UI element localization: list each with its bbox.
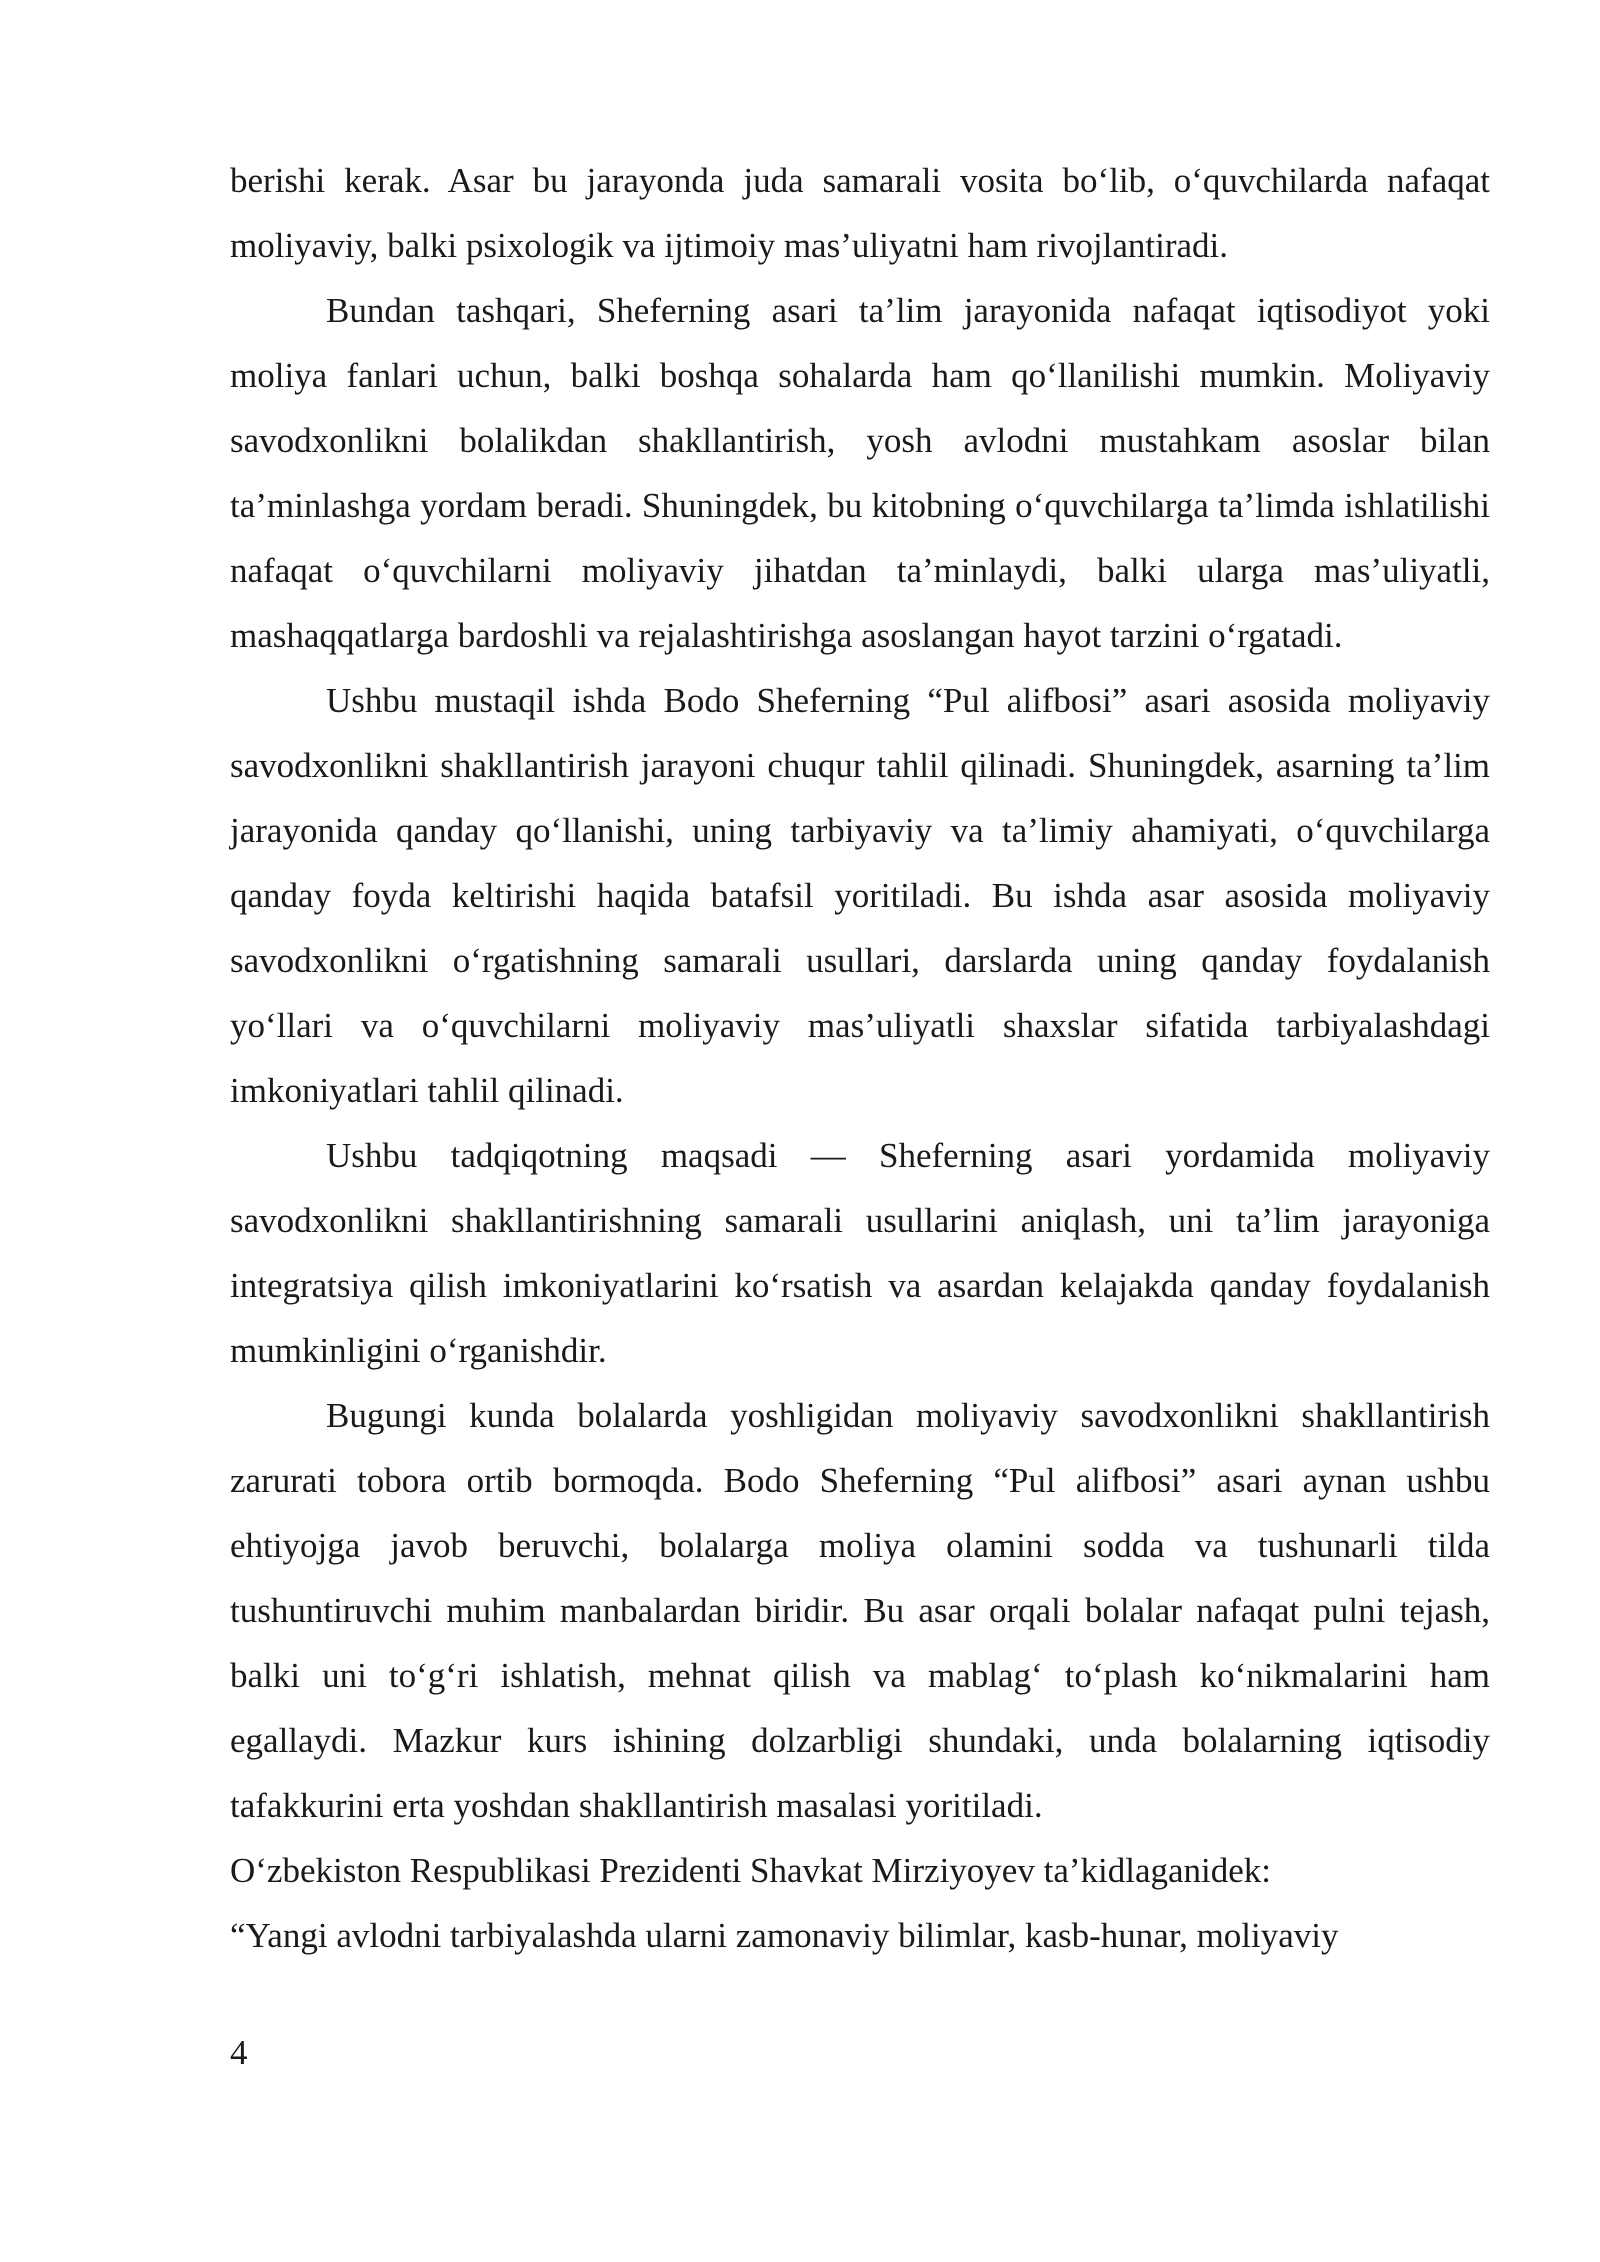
paragraph-quote-start: “Yangi avlodni tarbiyalashda ularni zamonaviy bilimlar, kasb-hunar, moliyaviy [230,1916,1339,1955]
paragraph-continuation: berishi kerak. Asar bu jarayonda juda samarali vosita bo‘lib, o‘quvchilarda nafaqat moliyaviy, balki psixologik va ijtimoiy mas’uliyatni ham rivojlantiradi. [230,161,1490,265]
document-page [230,148,1490,1968]
paragraph-mustaqil-ish: Ushbu mustaqil ishda Bodo Sheferning “Pul alifbosi” asari asosida moliyaviy savodxonlikni shakllantirish jarayoni chuqur tahlil qilinadi. Shuningdek, asarning ta’lim jarayonida qanday qo‘llanishi, uning tarbiyaviy va ta’limiy ahamiyati, o‘quvchilarga qanday foyda keltirishi haqida batafsil yoritiladi. Bu ishda asar asosida moliyaviy savodxonlikni o‘rgatishning samarali usullari, darslarda uning qanday foydalanish yo‘llari va o‘quvchilarni moliyaviy mas’uliyatli shaxslar sifatida tarbiyalashdagi imkoniyatlari tahlil qilinadi. [230,681,1490,1110]
paragraph-dolzarblik: Bugungi kunda bolalarda yoshligidan moliyaviy savodxonlikni shakllantirish zarurati tobora ortib bormoqda. Bodo Sheferning “Pul alifbosi” asari aynan ushbu ehtiyojga javob beruvchi, bolalarga moliya olamini sodda va tushunarli tilda tushuntiruvchi muhim manbalardan biridir. Bu asar orqali bolalar nafaqat pulni tejash, balki uni to‘g‘ri ishlatish, mehnat qilish va mablag‘ to‘plash ko‘nikmalarini ham egallaydi. Mazkur kurs ishining dolzarbligi shundaki, unda bolalarning iqtisodiy tafakkurini erta yoshdan shakllantirish masalasi yoritiladi. [230,1396,1490,1825]
paragraph-prezident-iqtibos-intro: O‘zbekiston Respublikasi Prezidenti Shavkat Mirziyoyev ta’kidlaganidek: [230,1851,1272,1890]
page-number: 4 [230,2033,248,2072]
paragraph-sheferning-asari: Bundan tashqari, Sheferning asari ta’lim jarayonida nafaqat iqtisodiyot yoki moliya fanlari uchun, balki boshqa sohalarda ham qo‘llanilishi mumkin. Moliyaviy savodxonlikni bolalikdan shakllantirish, yosh avlodni mustahkam asoslar bilan ta’minlashga yordam beradi. Shuningdek, bu kitobning o‘quvchilarga ta’limda ishlatilishi nafaqat o‘quvchilarni moliyaviy jihatdan ta’minlaydi, balki ularga mas’uliyatli, mashaqqatlarga bardoshli va rejalashtirishga asoslangan hayot tarzini o‘rgatadi. [230,291,1490,655]
paragraph-tadqiqot-maqsadi: Ushbu tadqiqotning maqsadi — Sheferning asari yordamida moliyaviy savodxonlikni shakllantirishning samarali usullarini aniqlash, uni ta’lim jarayoniga integratsiya qilish imkoniyatlarini ko‘rsatish va asardan kelajakda qanday foydalanish mumkinligini o‘rganishdir. [230,1136,1490,1370]
